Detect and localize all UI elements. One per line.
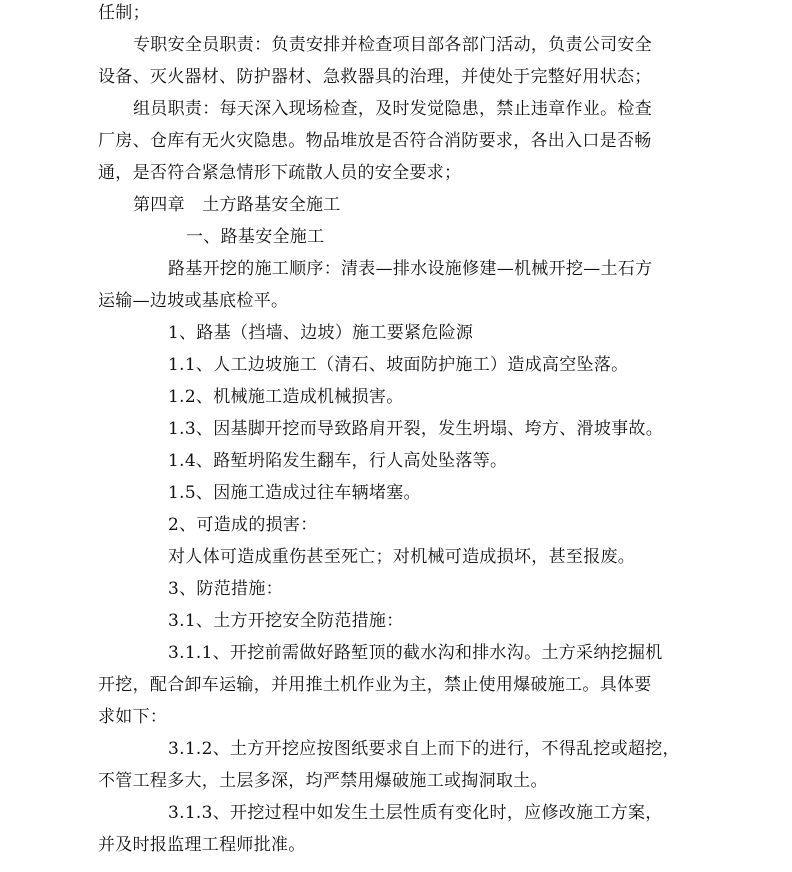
text-line: 运输—边坡或基底检平。 [98,291,289,311]
text-line: 对人体可造成重伤甚至死亡；对机械可造成损坏，甚至报废。 [168,547,636,567]
text-line: 任制； [98,3,150,23]
text-line: 开挖，配合卸车运输，并用推土机作业为主，禁止使用爆破施工。具体要 [98,675,652,695]
text-line: 1.3、因基脚开挖而导致路肩开裂，发生坍塌、垮方、滑坡事故。 [168,419,664,439]
text-line: 3、防范措施： [168,579,283,599]
text-line: 并及时报监理工程师批准。 [98,835,306,855]
text-line: 不管工程多大，土层多深，均严禁用爆破施工或掏洞取土。 [98,771,548,791]
text-line: 1.1、人工边坡施工（清石、坡面防护施工）造成高空坠落。 [168,355,629,375]
text-line: 1.5、因施工造成过往车辆堵塞。 [168,483,421,503]
text-line: 组员职责：每天深入现场检查，及时发觉隐患，禁止违章作业。检查 [133,99,652,119]
text-line: 设备、灭火器材、防护器材、急救器具的治理，并使处于完整好用状态； [98,67,652,87]
text-line: 1、路基（挡墙、边坡）施工要紧危险源 [168,323,474,343]
text-line: 路基开挖的施工顺序：清表—排水设施修建—机械开挖—土石方 [168,259,653,279]
text-line: 3.1.1、开挖前需做好路堑顶的截水沟和排水沟。土方采纳挖掘机 [168,643,663,663]
text-line: 通，是否符合紧急情形下疏散人员的安全要求； [98,163,462,183]
text-line: 厂房、仓库有无火灾隐患。物品堆放是否符合消防要求，各出入口是否畅 [98,131,652,151]
chapter-heading: 第四章 土方路基安全施工 [133,195,341,215]
text-line: 1.2、机械施工造成机械损害。 [168,387,404,407]
section-heading: 一、路基安全施工 [186,227,325,247]
text-line: 专职安全员职责：负责安排并检查项目部各部门活动，负责公司安全 [133,35,652,55]
text-line: 3.1.2、土方开挖应按图纸要求自上而下的进行，不得乱挖或超挖， [168,739,680,759]
text-line: 3.1、土方开挖安全防范措施： [168,611,404,631]
text-line: 求如下： [98,707,168,727]
text-line: 1.4、路堑坍陷发生翻车，行人高处坠落等。 [168,451,508,471]
text-line: 2、可造成的损害： [168,515,318,535]
text-line: 3.1.3、开挖过程中如发生土层性质有变化时，应修改施工方案， [168,803,663,823]
